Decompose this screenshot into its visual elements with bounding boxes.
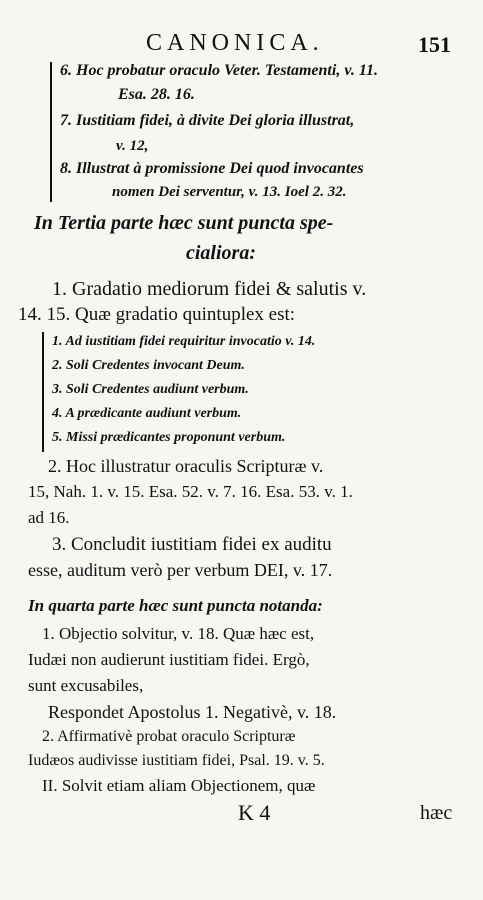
text-line: 6. Hoc probatur oraculo Veter. Testamenti, v. 11. xyxy=(60,62,378,79)
section-heading: In Tertia parte hæc sunt puncta spe- xyxy=(34,212,334,234)
brace-left xyxy=(50,62,52,202)
text-line: Iudæos audivisse iustitiam fidei, Psal. 19. v. 5. xyxy=(28,752,325,769)
signature-mark: K 4 xyxy=(238,800,271,825)
text-line: nomen Dei serventur, v. 13. Ioel 2. 32. xyxy=(112,184,347,200)
text-line: 2. Affirmativè probat oraculo Scripturæ xyxy=(42,728,296,745)
text-line: 1. Gradatio mediorum fidei & salutis v. xyxy=(52,278,367,300)
text-line: 15, Nah. 1. v. 15. Esa. 52. v. 7. 16. Esa. 53. v. 1. xyxy=(28,482,353,501)
list-item: 1. Ad iustitiam fidei requiritur invocatio v. 14. xyxy=(52,334,316,349)
list-item: 5. Missi prædicantes proponunt verbum. xyxy=(52,430,286,445)
list-item: 4. A prædicante audiunt verbum. xyxy=(52,406,242,421)
catchword: hæc xyxy=(420,802,453,824)
text-line: Respondet Apostolus 1. Negativè, v. 18. xyxy=(48,702,337,722)
section-heading: In quarta parte hæc sunt puncta notanda: xyxy=(28,596,323,615)
text-line: sunt excusabiles, xyxy=(28,676,144,695)
text-line: ad 16. xyxy=(28,508,70,527)
list-item: 3. Soli Credentes audiunt verbum. xyxy=(52,382,249,397)
text-line: Iudæi non audierunt iustitiam fidei. Ergò, xyxy=(28,650,310,669)
text-line: Esa. 28. 16. xyxy=(118,86,195,103)
text-line: 3. Concludit iustitiam fidei ex auditu xyxy=(52,534,332,555)
text-line: II. Solvit etiam aliam Objectionem, quæ xyxy=(42,776,316,795)
text-line: esse, auditum verò per verbum DEI, v. 17. xyxy=(28,560,333,580)
page-number: 151 xyxy=(418,32,451,57)
text-line: 1. Objectio solvitur, v. 18. Quæ hæc est, xyxy=(42,624,315,643)
list-item: 2. Soli Credentes invocant Deum. xyxy=(52,358,245,373)
running-header: CANONICA. xyxy=(146,30,324,56)
section-heading: cialiora: xyxy=(186,242,256,264)
text-line: 14. 15. Quæ gradatio quintuplex est: xyxy=(18,304,296,325)
text-line: 7. Iustitiam fidei, à divite Dei gloria illustrat, xyxy=(60,112,355,129)
text-line: v. 12, xyxy=(116,138,149,154)
text-line: 8. Illustrat à promissione Dei quod invocantes xyxy=(60,160,364,177)
brace-left xyxy=(42,332,44,452)
text-line: 2. Hoc illustratur oraculis Scripturæ v. xyxy=(48,456,324,476)
